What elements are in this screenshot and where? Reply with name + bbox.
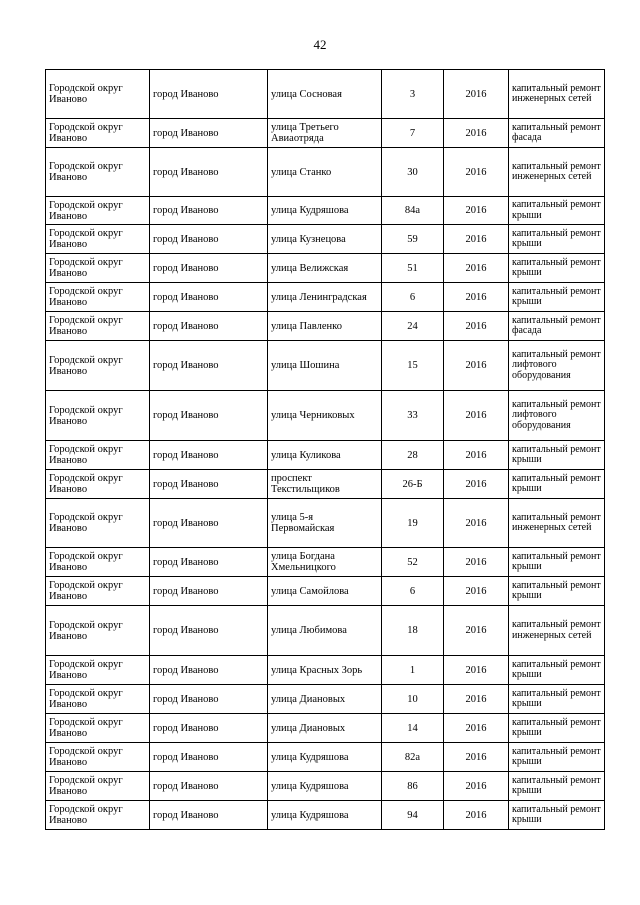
cell-year: 2016 — [444, 391, 509, 441]
cell-work-type: капитальный ремонт инженерных сетей — [509, 499, 605, 548]
cell-okrug: Городской округ Иваново — [46, 772, 150, 801]
cell-city: город Иваново — [150, 548, 268, 577]
cell-city: город Иваново — [150, 283, 268, 312]
page-number: 42 — [313, 37, 327, 52]
cell-house-number: 1 — [382, 656, 444, 685]
cell-work-type: капитальный ремонт крыши — [509, 548, 605, 577]
cell-year: 2016 — [444, 656, 509, 685]
table-row — [46, 499, 605, 548]
cell-year: 2016 — [444, 148, 509, 197]
cell-year: 2016 — [444, 254, 509, 283]
cell-okrug: Городской округ Иваново — [46, 656, 150, 685]
cell-house-number: 51 — [382, 254, 444, 283]
cell-okrug: Городской округ Иваново — [46, 499, 150, 548]
cell-city: город Иваново — [150, 225, 268, 254]
cell-year: 2016 — [444, 312, 509, 341]
cell-work-type: капитальный ремонт крыши — [509, 197, 605, 225]
repair-table — [45, 69, 605, 830]
cell-street: улица Третьего Авиаотряда — [268, 119, 382, 148]
cell-house-number: 3 — [382, 70, 444, 119]
cell-work-type: капитальный ремонт крыши — [509, 685, 605, 714]
cell-city: город Иваново — [150, 391, 268, 441]
cell-year: 2016 — [444, 225, 509, 254]
table-row — [46, 441, 605, 470]
cell-city: город Иваново — [150, 656, 268, 685]
cell-okrug: Городской округ Иваново — [46, 470, 150, 499]
cell-street: улица 5-я Первомайская — [268, 499, 382, 548]
cell-work-type: капитальный ремонт крыши — [509, 283, 605, 312]
cell-street: улица Велижская — [268, 254, 382, 283]
cell-work-type: капитальный ремонт фасада — [509, 312, 605, 341]
cell-house-number: 18 — [382, 606, 444, 656]
cell-year: 2016 — [444, 685, 509, 714]
table-row — [46, 283, 605, 312]
cell-work-type: капитальный ремонт крыши — [509, 714, 605, 743]
cell-city: город Иваново — [150, 577, 268, 606]
cell-city: город Иваново — [150, 254, 268, 283]
cell-city: город Иваново — [150, 119, 268, 148]
cell-work-type: капитальный ремонт крыши — [509, 743, 605, 772]
cell-okrug: Городской округ Иваново — [46, 577, 150, 606]
cell-street: улица Диановых — [268, 714, 382, 743]
cell-city: город Иваново — [150, 148, 268, 197]
cell-year: 2016 — [444, 548, 509, 577]
cell-house-number: 82а — [382, 743, 444, 772]
cell-street: улица Самойлова — [268, 577, 382, 606]
cell-street: улица Сосновая — [268, 70, 382, 119]
cell-work-type: капитальный ремонт лифтового оборудования — [509, 391, 605, 441]
cell-city: город Иваново — [150, 312, 268, 341]
table-row — [46, 70, 605, 119]
cell-house-number: 26-Б — [382, 470, 444, 499]
table-row — [46, 312, 605, 341]
cell-house-number: 33 — [382, 391, 444, 441]
cell-street: улица Богдана Хмельницкого — [268, 548, 382, 577]
cell-house-number: 30 — [382, 148, 444, 197]
cell-work-type: капитальный ремонт крыши — [509, 577, 605, 606]
cell-okrug: Городской округ Иваново — [46, 70, 150, 119]
cell-okrug: Городской округ Иваново — [46, 685, 150, 714]
cell-work-type: капитальный ремонт крыши — [509, 801, 605, 830]
cell-house-number: 6 — [382, 283, 444, 312]
cell-year: 2016 — [444, 772, 509, 801]
table-row — [46, 714, 605, 743]
table-row — [46, 685, 605, 714]
table-row — [46, 197, 605, 225]
cell-house-number: 19 — [382, 499, 444, 548]
cell-house-number: 24 — [382, 312, 444, 341]
cell-okrug: Городской округ Иваново — [46, 148, 150, 197]
cell-street: улица Павленко — [268, 312, 382, 341]
cell-house-number: 86 — [382, 772, 444, 801]
cell-house-number: 14 — [382, 714, 444, 743]
cell-okrug: Городской округ Иваново — [46, 341, 150, 391]
cell-street: улица Кудряшова — [268, 743, 382, 772]
cell-house-number: 94 — [382, 801, 444, 830]
cell-house-number: 10 — [382, 685, 444, 714]
cell-okrug: Городской округ Иваново — [46, 548, 150, 577]
cell-okrug: Городской округ Иваново — [46, 441, 150, 470]
cell-city: город Иваново — [150, 685, 268, 714]
cell-city: город Иваново — [150, 606, 268, 656]
cell-okrug: Городской округ Иваново — [46, 312, 150, 341]
cell-okrug: Городской округ Иваново — [46, 743, 150, 772]
cell-year: 2016 — [444, 470, 509, 499]
cell-okrug: Городской округ Иваново — [46, 119, 150, 148]
table-row — [46, 341, 605, 391]
cell-house-number: 52 — [382, 548, 444, 577]
cell-year: 2016 — [444, 499, 509, 548]
cell-okrug: Городской округ Иваново — [46, 714, 150, 743]
cell-year: 2016 — [444, 441, 509, 470]
cell-year: 2016 — [444, 119, 509, 148]
cell-street: улица Кудряшова — [268, 801, 382, 830]
cell-city: город Иваново — [150, 499, 268, 548]
cell-okrug: Городской округ Иваново — [46, 254, 150, 283]
cell-city: город Иваново — [150, 197, 268, 225]
cell-street: улица Кудряшова — [268, 197, 382, 225]
cell-work-type: капитальный ремонт крыши — [509, 441, 605, 470]
cell-year: 2016 — [444, 743, 509, 772]
cell-street: улица Шошина — [268, 341, 382, 391]
table-row — [46, 391, 605, 441]
cell-house-number: 59 — [382, 225, 444, 254]
cell-okrug: Городской округ Иваново — [46, 283, 150, 312]
cell-street: улица Любимова — [268, 606, 382, 656]
table-row — [46, 577, 605, 606]
cell-work-type: капитальный ремонт крыши — [509, 225, 605, 254]
table-row — [46, 119, 605, 148]
cell-work-type: капитальный ремонт крыши — [509, 254, 605, 283]
cell-year: 2016 — [444, 801, 509, 830]
cell-city: город Иваново — [150, 441, 268, 470]
cell-house-number: 15 — [382, 341, 444, 391]
cell-okrug: Городской округ Иваново — [46, 391, 150, 441]
cell-year: 2016 — [444, 70, 509, 119]
cell-year: 2016 — [444, 606, 509, 656]
cell-okrug: Городской округ Иваново — [46, 801, 150, 830]
cell-city: город Иваново — [150, 801, 268, 830]
cell-street: проспект Текстильщиков — [268, 470, 382, 499]
cell-street: улица Кузнецова — [268, 225, 382, 254]
cell-house-number: 6 — [382, 577, 444, 606]
cell-year: 2016 — [444, 577, 509, 606]
cell-okrug: Городской округ Иваново — [46, 225, 150, 254]
cell-street: улица Черниковых — [268, 391, 382, 441]
cell-house-number: 7 — [382, 119, 444, 148]
table-row — [46, 772, 605, 801]
table-body — [46, 70, 605, 830]
cell-year: 2016 — [444, 714, 509, 743]
table-row — [46, 656, 605, 685]
cell-work-type: капитальный ремонт инженерных сетей — [509, 606, 605, 656]
cell-house-number: 28 — [382, 441, 444, 470]
cell-year: 2016 — [444, 341, 509, 391]
cell-okrug: Городской округ Иваново — [46, 606, 150, 656]
cell-city: город Иваново — [150, 714, 268, 743]
cell-work-type: капитальный ремонт инженерных сетей — [509, 148, 605, 197]
table-row — [46, 548, 605, 577]
cell-city: город Иваново — [150, 470, 268, 499]
table-row — [46, 225, 605, 254]
cell-city: город Иваново — [150, 772, 268, 801]
cell-street: улица Красных Зорь — [268, 656, 382, 685]
cell-street: улица Куликова — [268, 441, 382, 470]
cell-city: город Иваново — [150, 341, 268, 391]
cell-street: улица Кудряшова — [268, 772, 382, 801]
table-row — [46, 606, 605, 656]
cell-street: улица Диановых — [268, 685, 382, 714]
table-row — [46, 148, 605, 197]
cell-work-type: капитальный ремонт крыши — [509, 656, 605, 685]
cell-work-type: капитальный ремонт лифтового оборудования — [509, 341, 605, 391]
table-row — [46, 801, 605, 830]
cell-okrug: Городской округ Иваново — [46, 197, 150, 225]
table-row — [46, 743, 605, 772]
cell-year: 2016 — [444, 197, 509, 225]
cell-city: город Иваново — [150, 743, 268, 772]
table-row — [46, 254, 605, 283]
cell-city: город Иваново — [150, 70, 268, 119]
cell-street: улица Станко — [268, 148, 382, 197]
cell-work-type: капитальный ремонт крыши — [509, 470, 605, 499]
cell-work-type: капитальный ремонт инженерных сетей — [509, 70, 605, 119]
cell-street: улица Ленинградская — [268, 283, 382, 312]
cell-year: 2016 — [444, 283, 509, 312]
table-row — [46, 470, 605, 499]
cell-work-type: капитальный ремонт крыши — [509, 772, 605, 801]
cell-house-number: 84а — [382, 197, 444, 225]
cell-work-type: капитальный ремонт фасада — [509, 119, 605, 148]
